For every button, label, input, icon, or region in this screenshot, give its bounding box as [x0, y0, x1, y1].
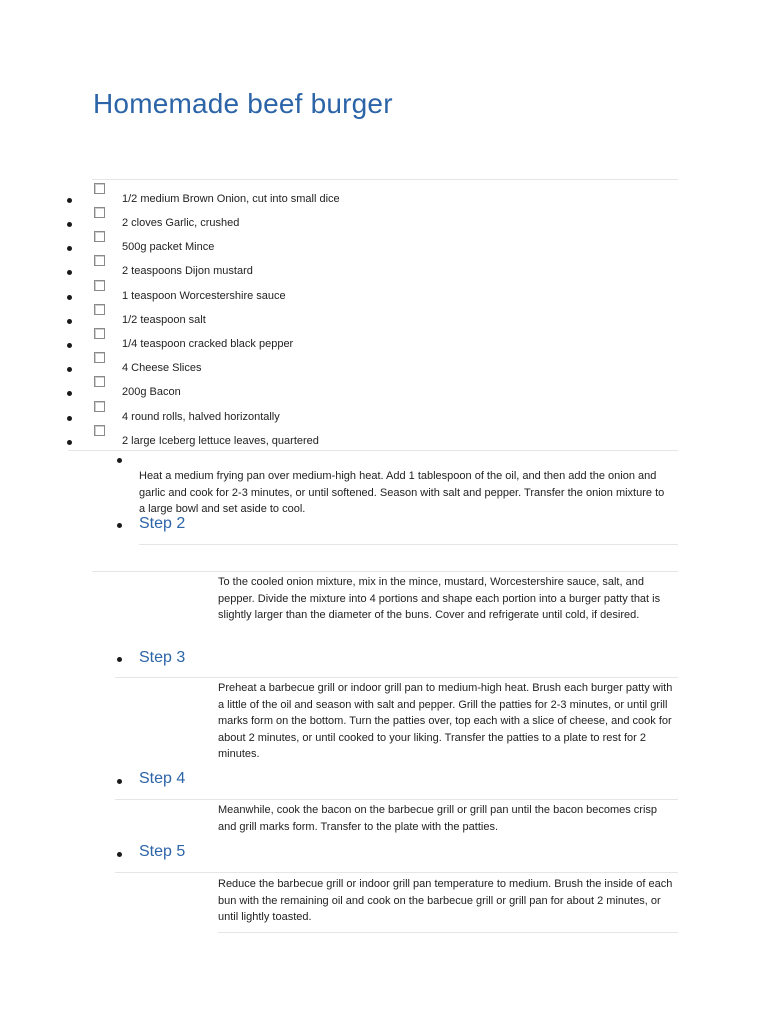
bullet-icon: [117, 779, 122, 784]
checkbox[interactable]: [94, 401, 105, 412]
step-title: Step 5: [139, 843, 186, 860]
checkbox[interactable]: [94, 255, 105, 266]
divider: [92, 571, 678, 572]
ingredient-text: 200g Bacon: [122, 386, 181, 398]
bullet-icon: [67, 440, 72, 445]
ingredient-text: 500g packet Mince: [122, 241, 215, 253]
divider: [139, 544, 678, 545]
divider: [218, 932, 678, 933]
divider: [115, 677, 678, 678]
ingredient-text: 1/2 medium Brown Onion, cut into small dice: [122, 193, 340, 205]
step-text: Heat a medium frying pan over medium-high heat. Add 1 tablespoon of the oil, and then add the onion and garlic and cook for 2-3 minutes, or until softened. Season with salt and pepper. Transfer the onion mixture to a large bowl and set aside to cool.: [139, 470, 665, 515]
list-item: [0, 214, 700, 238]
bullet-icon: [67, 416, 72, 421]
list-item: [0, 383, 700, 407]
checkbox[interactable]: [94, 231, 105, 242]
checkbox[interactable]: [94, 207, 105, 218]
bullet-icon: [67, 198, 72, 203]
step-text: Reduce the barbecue grill or indoor grill pan temperature to medium. Brush the inside of each bun with the remaining oil and cook on the barbecue grill or grill pan for about 2 minutes, or until lightly toasted.: [218, 878, 673, 923]
list-item: [0, 190, 700, 214]
ingredient-text: 2 teaspoons Dijon mustard: [122, 265, 253, 277]
ingredient-text: 1/2 teaspoon salt: [122, 314, 206, 326]
divider: [115, 872, 678, 873]
list-item: [0, 311, 700, 335]
checkbox[interactable]: [94, 376, 105, 387]
ingredient-text: 4 round rolls, halved horizontally: [122, 411, 280, 423]
bullet-icon: [117, 657, 122, 662]
ingredient-text: 2 large Iceberg lettuce leaves, quartered: [122, 435, 319, 447]
checkbox[interactable]: [94, 352, 105, 363]
bullet-icon: [67, 391, 72, 396]
list-item: [0, 335, 700, 359]
checkbox[interactable]: [94, 183, 105, 194]
bullet-icon: [117, 458, 122, 463]
bullet-icon: [67, 270, 72, 275]
bullet-icon: [117, 852, 122, 857]
bullet-icon: [67, 295, 72, 300]
step-text: Preheat a barbecue grill or indoor grill pan to medium-high heat. Brush each burger patty with a little of the oil and season with salt and pepper. Grill the patties for 2-3 minutes, or until grill marks form on the bottom. Turn the patties over, top each with a slice of cheese, and cook for about 2 minutes, or until cooked to your liking. Transfer the patties to a plate to rest for 2 minutes.: [218, 682, 673, 760]
checkbox[interactable]: [94, 425, 105, 436]
bullet-icon: [117, 523, 122, 528]
divider: [92, 179, 678, 180]
bullet-icon: [67, 246, 72, 251]
list-item: [0, 432, 700, 456]
ingredient-text: 1 teaspoon Worcestershire sauce: [122, 290, 286, 302]
step-text: To the cooled onion mixture, mix in the mince, mustard, Worcestershire sauce, salt, and pepper. Divide the mixture into 4 portions and shape each portion into a burger patty that is slightly larger than the diameter of the buns. Cover and refrigerate until cold, if desired.: [218, 576, 661, 621]
checkbox[interactable]: [94, 328, 105, 339]
divider: [68, 450, 678, 451]
step-text: Meanwhile, cook the bacon on the barbecue grill or grill pan until the bacon becomes crisp and grill marks form. Transfer to the plate with the patties.: [218, 804, 658, 833]
ingredient-text: 1/4 teaspoon cracked black pepper: [122, 338, 294, 350]
bullet-icon: [67, 222, 72, 227]
list-item: [0, 238, 700, 262]
page-title: Homemade beef burger: [93, 88, 393, 119]
bullet-icon: [67, 367, 72, 372]
divider: [115, 799, 678, 800]
step-title: Step 4: [139, 770, 186, 787]
bullet-icon: [67, 343, 72, 348]
ingredient-text: 4 Cheese Slices: [122, 362, 202, 374]
list-item: [0, 262, 700, 286]
list-item: [0, 287, 700, 311]
list-item: [0, 408, 700, 432]
step-title: Step 2: [139, 515, 186, 532]
list-item: [0, 359, 700, 383]
bullet-icon: [67, 319, 72, 324]
ingredient-text: 2 cloves Garlic, crushed: [122, 217, 240, 229]
step-title: Step 3: [139, 649, 186, 666]
checkbox[interactable]: [94, 280, 105, 291]
checkbox[interactable]: [94, 304, 105, 315]
